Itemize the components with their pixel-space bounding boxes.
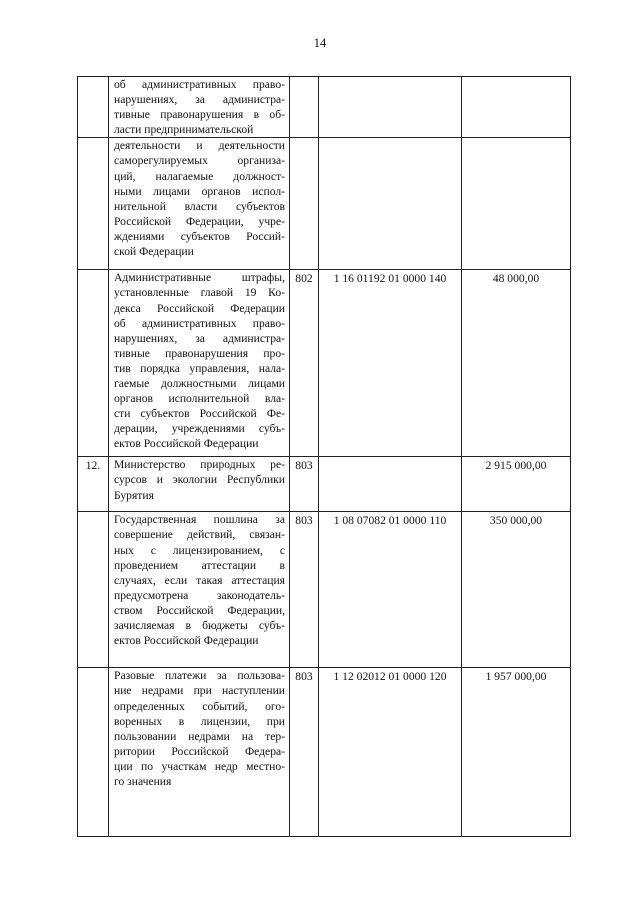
item-name-line: го значения [114, 775, 172, 789]
table-row [78, 138, 571, 270]
amount-cell [462, 512, 571, 668]
admin-code: 803 [295, 459, 313, 473]
item-name-line: тив порядка управления, нала- [114, 361, 285, 375]
item-name-line: определенных событий, ого- [114, 699, 285, 713]
admin-code-cell [290, 457, 319, 512]
row-number [78, 77, 108, 78]
row-number-cell [78, 668, 109, 837]
admin-code-cell [290, 77, 319, 138]
admin-code-cell [290, 270, 319, 457]
item-name-line: ектов Российской Федерации [114, 437, 259, 451]
item-name [109, 457, 289, 502]
budget-classification-code: 1 16 01192 01 0000 140 [333, 272, 447, 286]
budget-classification-code: 1 08 07082 01 0000 110 [333, 514, 447, 528]
item-name-line: проведением аттестации в [114, 558, 285, 572]
item-name-line: ством Российской Федерации, [114, 603, 285, 617]
item-name-line: ской Федерации [114, 245, 194, 259]
item-name-line: деятельности и деятельности [114, 139, 285, 153]
item-name-cell [109, 77, 290, 138]
amount-cell [462, 668, 571, 837]
item-name-line: нительной власти субъектов [114, 199, 285, 213]
admin-code-cell [290, 668, 319, 837]
item-name [109, 512, 289, 648]
item-name-line: об административных право- [114, 316, 285, 330]
item-name-line: Разовые платежи за пользова- [114, 669, 285, 683]
item-name-line: нарушениях, за администра- [114, 331, 285, 345]
item-name-line: совершение действий, связан- [114, 528, 285, 542]
item-name-line: ции по участкам недр местно- [114, 759, 285, 773]
item-name-line: сти субъектов Российской Фе- [114, 407, 285, 421]
row-number-cell [78, 77, 109, 138]
row-number-cell [78, 138, 109, 270]
row-number [78, 512, 108, 513]
amount: 1 957 000,00 [485, 670, 547, 684]
item-name-line: ных с лицензированием, с [114, 543, 285, 557]
item-name-line: Министерство природных ре- [114, 458, 285, 472]
item-name-line: гаемые должностными лицами [114, 377, 285, 391]
admin-code [290, 138, 318, 139]
table-row [78, 270, 571, 457]
item-name-line: Административные штрафы, [114, 271, 285, 285]
admin-code-cell [290, 512, 319, 668]
budget-classification-code [319, 77, 461, 78]
item-name [109, 77, 289, 137]
item-name-line: пользовании недрами на тер- [114, 729, 285, 743]
item-name-line: зачисляемая в бюджеты субъ- [114, 619, 285, 633]
amount: 2 915 000,00 [485, 459, 547, 473]
item-name-line: ными лицами органов испол- [114, 184, 285, 198]
item-name-line: саморегулируемых организа- [114, 154, 285, 168]
item-name-line: тивные правонарушения про- [114, 346, 285, 360]
table-row [78, 457, 571, 512]
page-number: 14 [313, 36, 327, 50]
budget-classification-code [319, 138, 461, 139]
item-name-cell [109, 270, 290, 457]
table-row [78, 512, 571, 668]
item-name-line: установленные главой 19 Ко- [114, 286, 285, 300]
item-name-line: сурсов и экологии Республики [114, 473, 285, 487]
row-number: 12. [85, 459, 101, 473]
revenue-table [77, 76, 571, 837]
row-number-cell [78, 512, 109, 668]
budget-classification-code [319, 457, 461, 458]
item-name-cell [109, 668, 290, 837]
item-name-line: нарушениях, за администра- [114, 93, 285, 107]
item-name-cell [109, 138, 290, 270]
row-number [78, 138, 108, 139]
item-name-line: воренных в лицензии, при [114, 714, 285, 728]
item-name-line: ритории Российской Федера- [114, 744, 285, 758]
item-name-line: органов исполнительной вла- [114, 392, 285, 406]
item-name-line: дерации, учреждениями субъ- [114, 422, 285, 436]
budget-code-cell [319, 457, 462, 512]
table-row [78, 77, 571, 138]
item-name-line: ектов Российской Федерации [114, 634, 259, 648]
item-name [109, 668, 289, 789]
item-name [109, 270, 289, 451]
item-name-line: ждениями субъектов Россий- [114, 229, 285, 243]
amount-cell [462, 457, 571, 512]
item-name-cell [109, 512, 290, 668]
admin-code: 803 [295, 514, 313, 528]
admin-code: 802 [295, 272, 313, 286]
amount-cell [462, 138, 571, 270]
item-name-line: ласти предпринимательской [114, 123, 254, 137]
row-number-cell [78, 270, 109, 457]
item-name-line: предусмотрена законодатель- [114, 588, 285, 602]
admin-code-cell [290, 138, 319, 270]
row-number [78, 668, 108, 669]
admin-code [290, 77, 318, 78]
amount [462, 77, 570, 78]
item-name [109, 138, 289, 259]
row-number-cell [78, 457, 109, 512]
item-name-line: Бурятия [114, 488, 154, 502]
budget-code-cell [319, 270, 462, 457]
amount-cell [462, 77, 571, 138]
table-body [78, 77, 571, 837]
item-name-line: тивные правонарушения в об- [114, 108, 285, 122]
amount [462, 138, 570, 139]
amount: 48 000,00 [492, 272, 540, 286]
budget-code-cell [319, 138, 462, 270]
item-name-line: случаях, если такая аттестация [114, 573, 285, 587]
budget-code-cell [319, 512, 462, 668]
item-name-line: ние недрами при наступлении [114, 684, 285, 698]
item-name-line: Государственная пошлина за [114, 513, 285, 527]
item-name-line: ций, налагаемые должност- [114, 169, 285, 183]
amount: 350 000,00 [489, 514, 543, 528]
table-row [78, 668, 571, 837]
budget-code-cell [319, 668, 462, 837]
item-name-line: об административных право- [114, 78, 285, 91]
budget-classification-code: 1 12 02012 01 0000 120 [333, 670, 447, 684]
item-name-line: декса Российской Федерации [114, 301, 285, 315]
budget-code-cell [319, 77, 462, 138]
item-name-cell [109, 457, 290, 512]
item-name-line: Российской Федерации, учре- [114, 214, 285, 228]
row-number [78, 270, 108, 271]
admin-code: 803 [295, 670, 313, 684]
amount-cell [462, 270, 571, 457]
